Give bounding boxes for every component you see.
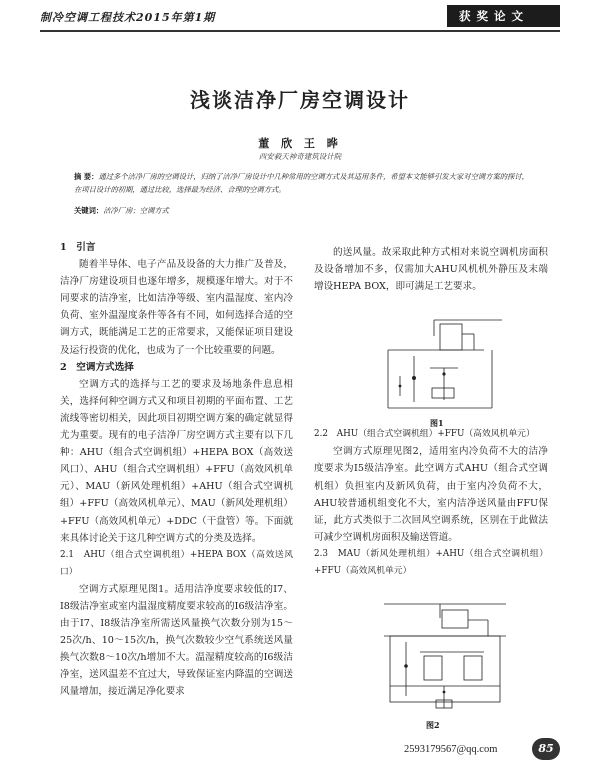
figure-1-caption: 图1 xyxy=(430,418,444,428)
paragraph-continued: 的送风量。故采取此种方式相对来说空调机房面积及设备增加不多，仅需加大AHU风机机外静压及末端增设HEPA BOX，即可满足工艺要求。 xyxy=(314,247,548,293)
header-rule xyxy=(40,30,560,32)
subsection-heading-2-2: 2.2 AHU（组合式空调机组）+FFU（高效风机单元） xyxy=(314,429,535,440)
page-number: 85 xyxy=(532,738,560,760)
left-column xyxy=(60,239,293,701)
keywords-text: 洁净厂房；空调方式 xyxy=(103,206,169,215)
section-label: 获奖论文 xyxy=(459,9,529,23)
subsection-heading-2-1: 2.1 AHU（组合式空调机组）+HEPA BOX（高效送风口） xyxy=(60,549,293,577)
paragraph-ac-choice: 空调方式的选择与工艺的要求及场地条件息息相关，选择何种空调方式又和项目初期的平面布置、工艺流线等密切相关，因此项目初期空调方案的确定就显得尤为重要。现有的电子洁净厂房空调方式主要有以下几种：AHU（组合式空调机组）+HEPA BOX（高效送风口）、AHU（组合式空调机组）+FFU（高效风机单元）、MAU（新风处理机组）+AHU（组合式空调机组）+FFU（高效风机单元）、MAU（新风处理机组）+FFU（高效风机单元）+DDC（干盘管）等。下面就来具体讨论关于这几种空调方式的分类及选择。 xyxy=(60,378,293,544)
paragraph-2-1: 空调方式原理见图1。适用洁净度要求较低的I7、I8级洁净室或室内温湿度精度要求较高的I6级洁净室。由于I7、I8级洁净室所需送风量换气次数分别为15～25次/h、10～15次/h，换气次数较少空气系统送风量换气次数8～10次/h增加不大。温湿精度较高的I6级洁净室，送风温差不宜过大，导致保证室内降温的空调送风量增加，接近满足净化要求 xyxy=(60,583,293,698)
keywords-label: 关键词： xyxy=(74,206,104,215)
abstract-text: 通过多个洁净厂房的空调设计，归纳了洁净厂房设计中几种常用的空调方式及其适用条件，希望本文能够引发大家对空调方案的探讨，在项目设计的初期，通过比较，选择最为经济、合理的空调方式。 xyxy=(74,172,529,194)
article-authors: 董 欣 王 晔 xyxy=(258,137,342,150)
article-affiliation: 西安毅天神奇建筑设计院 xyxy=(258,152,342,161)
keywords xyxy=(74,204,530,217)
article-title: 浅谈洁净厂房空调设计 xyxy=(190,88,410,112)
paragraph-intro: 随着半导体、电子产品及设备的大力推广及普及，洁净厂房建设项目也逐年增多，规模逐年增大。对于不同要求的洁净室，比如洁净等级、室内温湿度、室内冷负荷、室外温湿度条件等各有不同，如何选择合适的空调方式，既能满足工艺的正常要求，又能保证项目建设及运行投资的优化，也成为了一个比较重要的问题。 xyxy=(60,259,293,356)
paragraph-2-2: 空调方式原理见图2，适用室内冷负荷不大的洁净度要求为I5级洁净室。此空调方式AHU（组合式空调机组）负担室内及新风负荷，由于室内冷负荷不大，AHU较普通机组变化不大，室内洁净送风量由FFU保证，此方式类似于二次回风空调系统，区别在于此做法可减少空调机房面积及输送管道。 xyxy=(314,446,548,543)
section-badge xyxy=(447,5,560,27)
figure-2-caption: 图2 xyxy=(426,720,440,730)
abstract xyxy=(74,170,530,196)
subsection-heading-2-3: 2.3 MAU（新风处理机组）+AHU（组合式空调机组）+FFU（高效风机单元） xyxy=(314,548,548,577)
figure-2-diagram xyxy=(380,596,510,714)
abstract-label: 摘 要： xyxy=(74,172,99,181)
footer-email: 2593179567@qq.com xyxy=(404,744,498,755)
figure-1-diagram xyxy=(374,316,504,416)
section-heading-intro: 1 引言 xyxy=(60,242,96,253)
section-heading-ac-choice: 2 空调方式选择 xyxy=(60,361,134,373)
journal-header: 制冷空调工程技术2015年第1期 xyxy=(40,11,216,24)
